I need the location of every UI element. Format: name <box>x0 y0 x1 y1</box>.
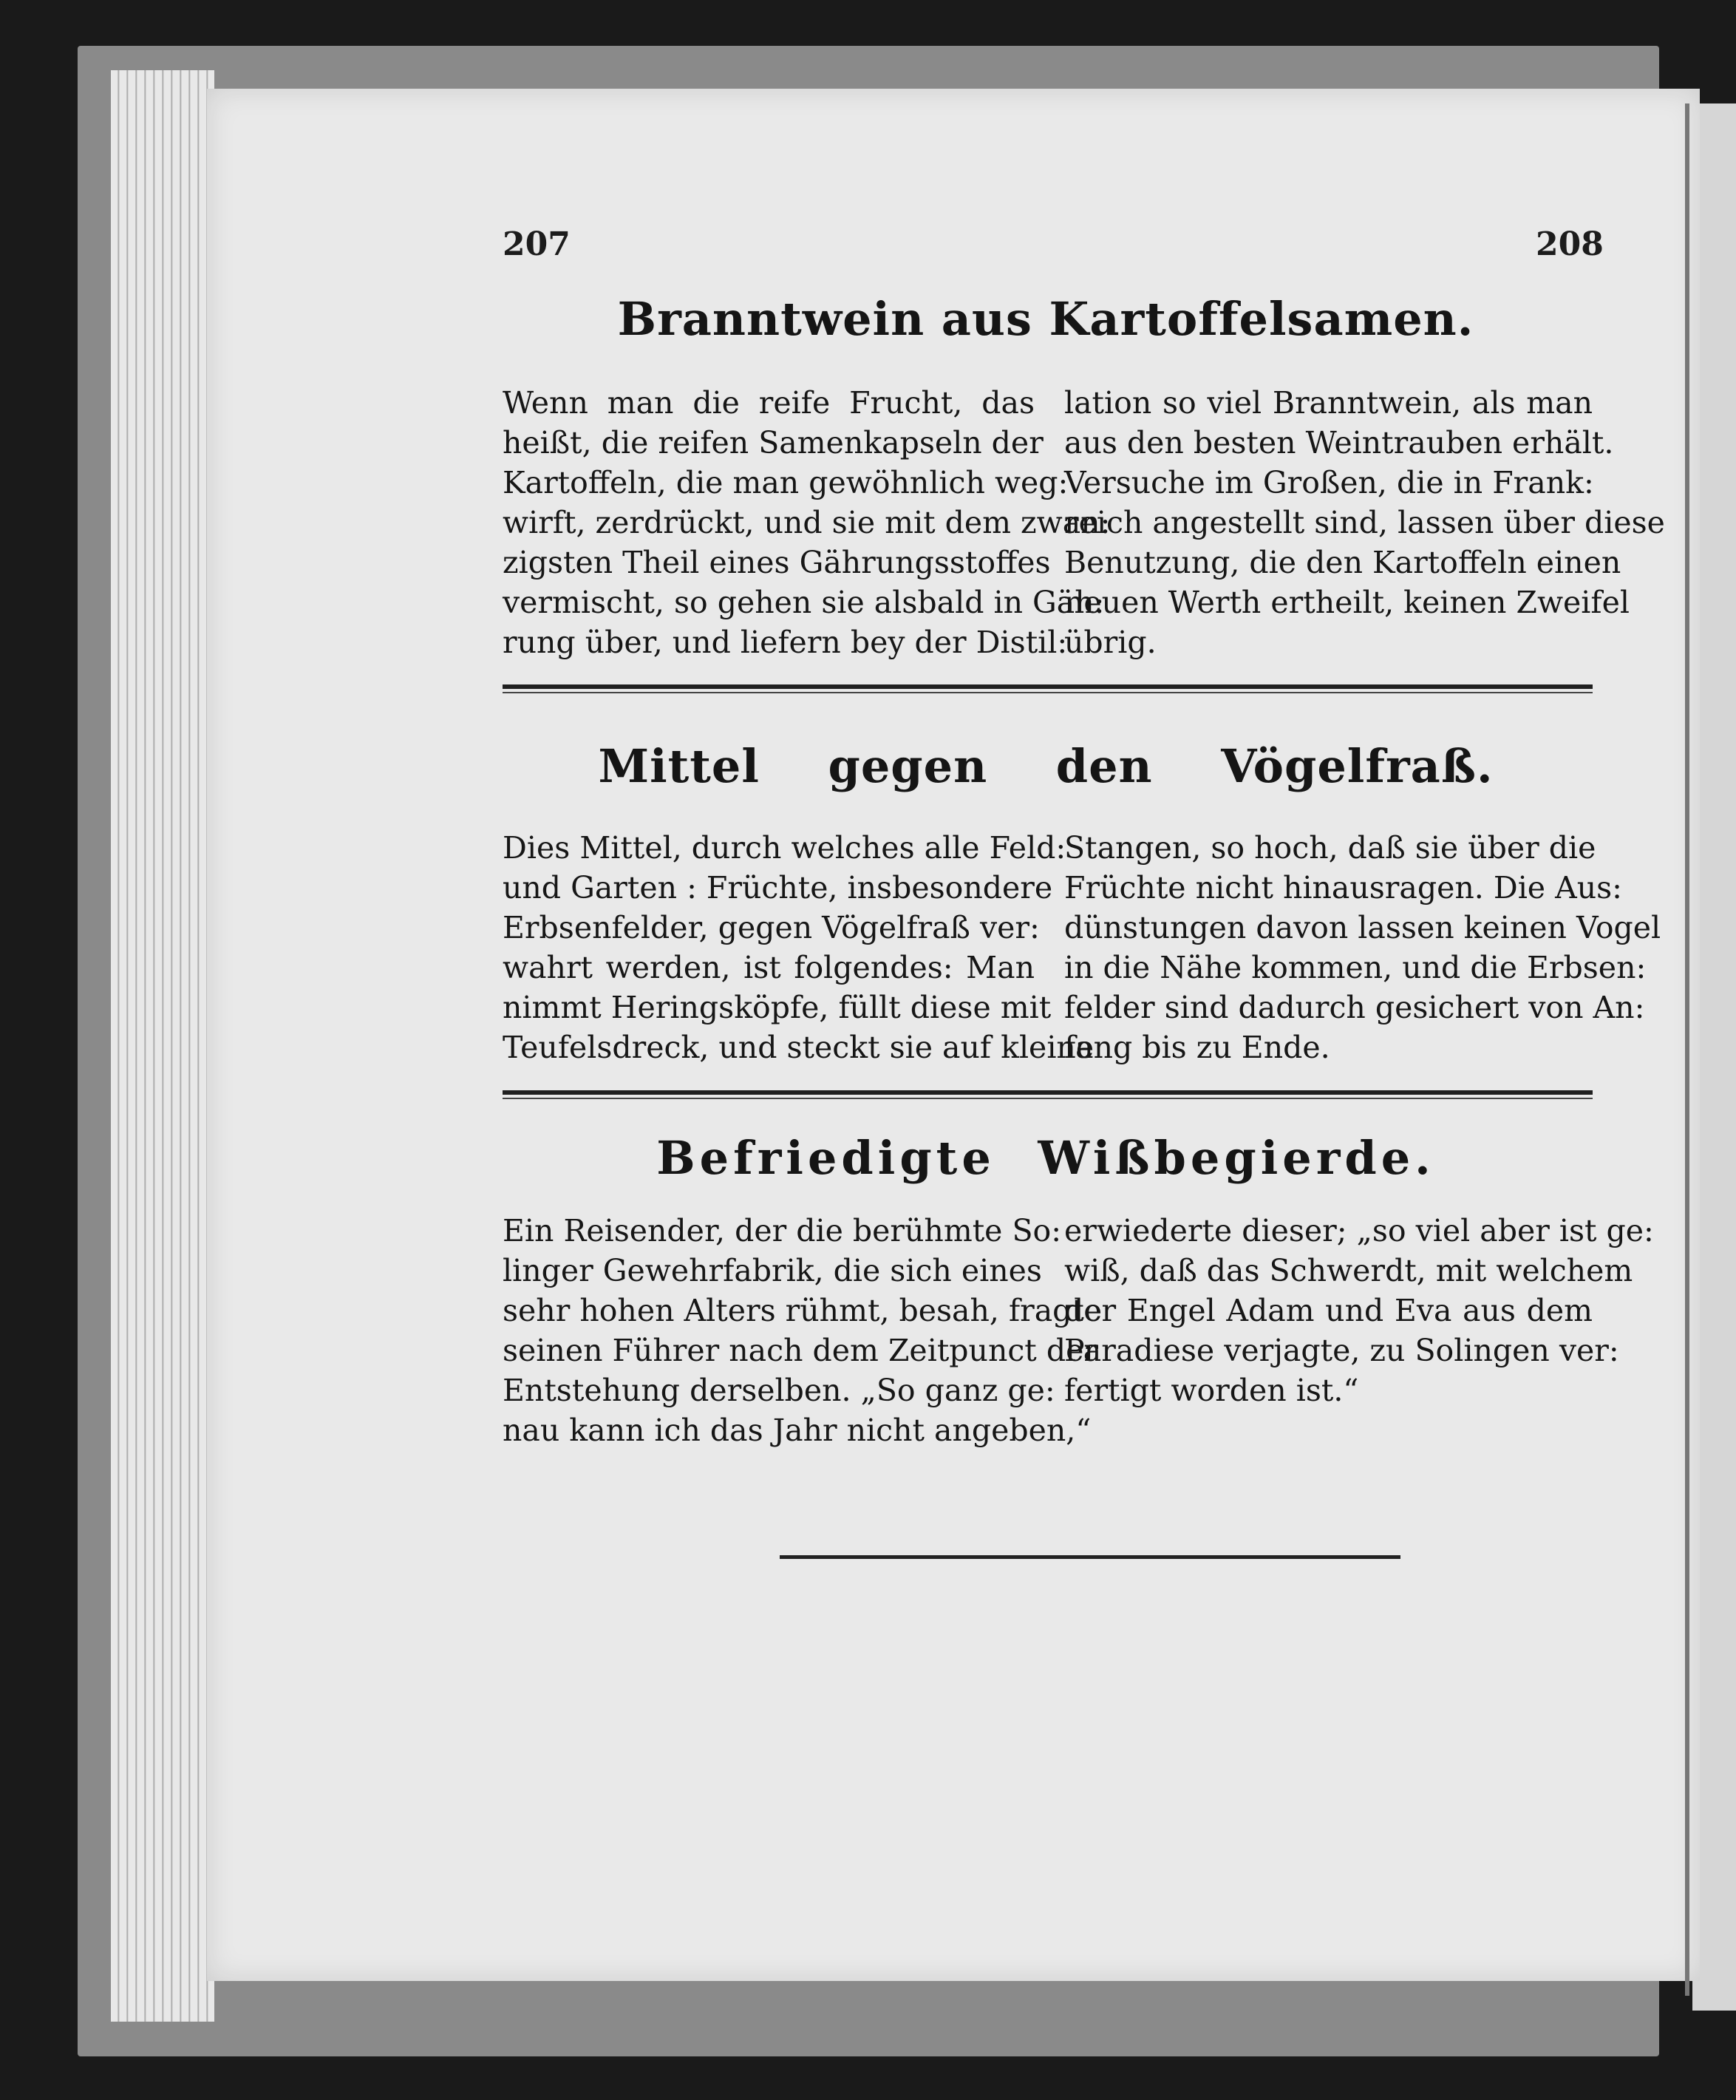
text-line: sehr hohen Alters rühmt, besah, fragte <box>503 1293 1103 1328</box>
text-line: Teufelsdreck, und steckt sie auf kleine <box>503 1030 1095 1065</box>
section-divider <box>503 684 1593 689</box>
text-line: lation so viel Branntwein, als man <box>1064 385 1593 421</box>
text-line: Entstehung derselben. „So ganz ge: <box>503 1373 1055 1408</box>
article-title: Branntwein aus Kartoffelsamen. <box>617 292 1474 346</box>
section-divider-thin <box>503 692 1593 693</box>
text-line: Versuche im Großen, die in Frank: <box>1064 465 1594 500</box>
text-line: felder sind dadurch gesichert von An: <box>1064 990 1645 1025</box>
text-line: reich angestellt sind, lassen über diese <box>1064 505 1665 540</box>
text-line: seinen Führer nach dem Zeitpunct der <box>503 1333 1098 1368</box>
text-line: fertigt worden ist.“ <box>1064 1373 1359 1408</box>
section-divider-thin <box>503 1098 1593 1099</box>
text-line: linger Gewehrfabrik, die sich eines <box>503 1253 1042 1288</box>
text-line: aus den besten Weintrauben erhält. <box>1064 425 1614 461</box>
text-line: erwiederte dieser; „so viel aber ist ge: <box>1064 1213 1654 1248</box>
text-line: Erbsenfelder, gegen Vögelfraß ver: <box>503 910 1040 945</box>
article-column-right <box>1064 1211 1654 1410</box>
article-column-left <box>503 1211 1103 1450</box>
text-line: heißt, die reifen Samenkapseln der <box>503 425 1044 461</box>
page-edges <box>111 70 214 2022</box>
text-line: Kartoffeln, die man gewöhnlich weg: <box>503 465 1069 500</box>
section-divider <box>503 1090 1593 1095</box>
text-line: vermischt, so gehen sie alsbald in Gäh: <box>503 585 1105 620</box>
text-line: und Garten : Früchte, insbesondere <box>503 870 1053 905</box>
text-line: Früchte nicht hinausragen. Die Aus: <box>1064 870 1622 905</box>
text-line: übrig. <box>1064 625 1157 660</box>
page-number-left: 207 <box>503 225 571 263</box>
article-column-right <box>1064 828 1661 1067</box>
text-line: Paradiese verjagte, zu Solingen ver: <box>1064 1333 1619 1368</box>
page-number-right: 208 <box>1536 225 1604 263</box>
text-line: dünstungen davon lassen keinen Vogel <box>1064 910 1661 945</box>
text-line: neuen Werth ertheilt, keinen Zweifel <box>1064 585 1630 620</box>
text-line: Ein Reisender, der die berühmte So: <box>503 1213 1062 1248</box>
text-line: Benutzung, die den Kartoffeln einen <box>1064 545 1621 580</box>
text-line: wirft, zerdrückt, und sie mit dem zwan: <box>503 505 1111 540</box>
text-line: Stangen, so hoch, daß sie über die <box>1064 830 1596 866</box>
text-line: rung über, und liefern bey der Distil: <box>503 625 1068 660</box>
text-line: in die Nähe kommen, und die Erbsen: <box>1064 950 1647 985</box>
text-line: fang bis zu Ende. <box>1064 1030 1330 1065</box>
text-line: Dies Mittel, durch welches alle Feld: <box>503 830 1066 866</box>
text-line: nau kann ich das Jahr nicht angeben,“ <box>503 1413 1092 1448</box>
text-line: nimmt Heringsköpfe, füllt diese mit <box>503 990 1052 1025</box>
article-title: Mittel gegen den Vögelfraß. <box>598 739 1494 793</box>
text-line: wiß, daß das Schwerdt, mit welchem <box>1064 1253 1633 1288</box>
article-column-right <box>1064 383 1665 662</box>
text-line: wahrt werden, ist folgendes: Man <box>503 950 1035 985</box>
end-rule <box>780 1555 1400 1559</box>
text-line: Wenn man die reife Frucht, das <box>503 385 1035 421</box>
text-line: der Engel Adam und Eva aus dem <box>1064 1293 1593 1328</box>
article-column-left <box>503 828 1095 1067</box>
page-gutter <box>1685 103 1689 1996</box>
text-line: zigsten Theil eines Gährungsstoffes <box>503 545 1051 580</box>
article-title: Befriedigte Wißbegierde. <box>656 1131 1435 1185</box>
